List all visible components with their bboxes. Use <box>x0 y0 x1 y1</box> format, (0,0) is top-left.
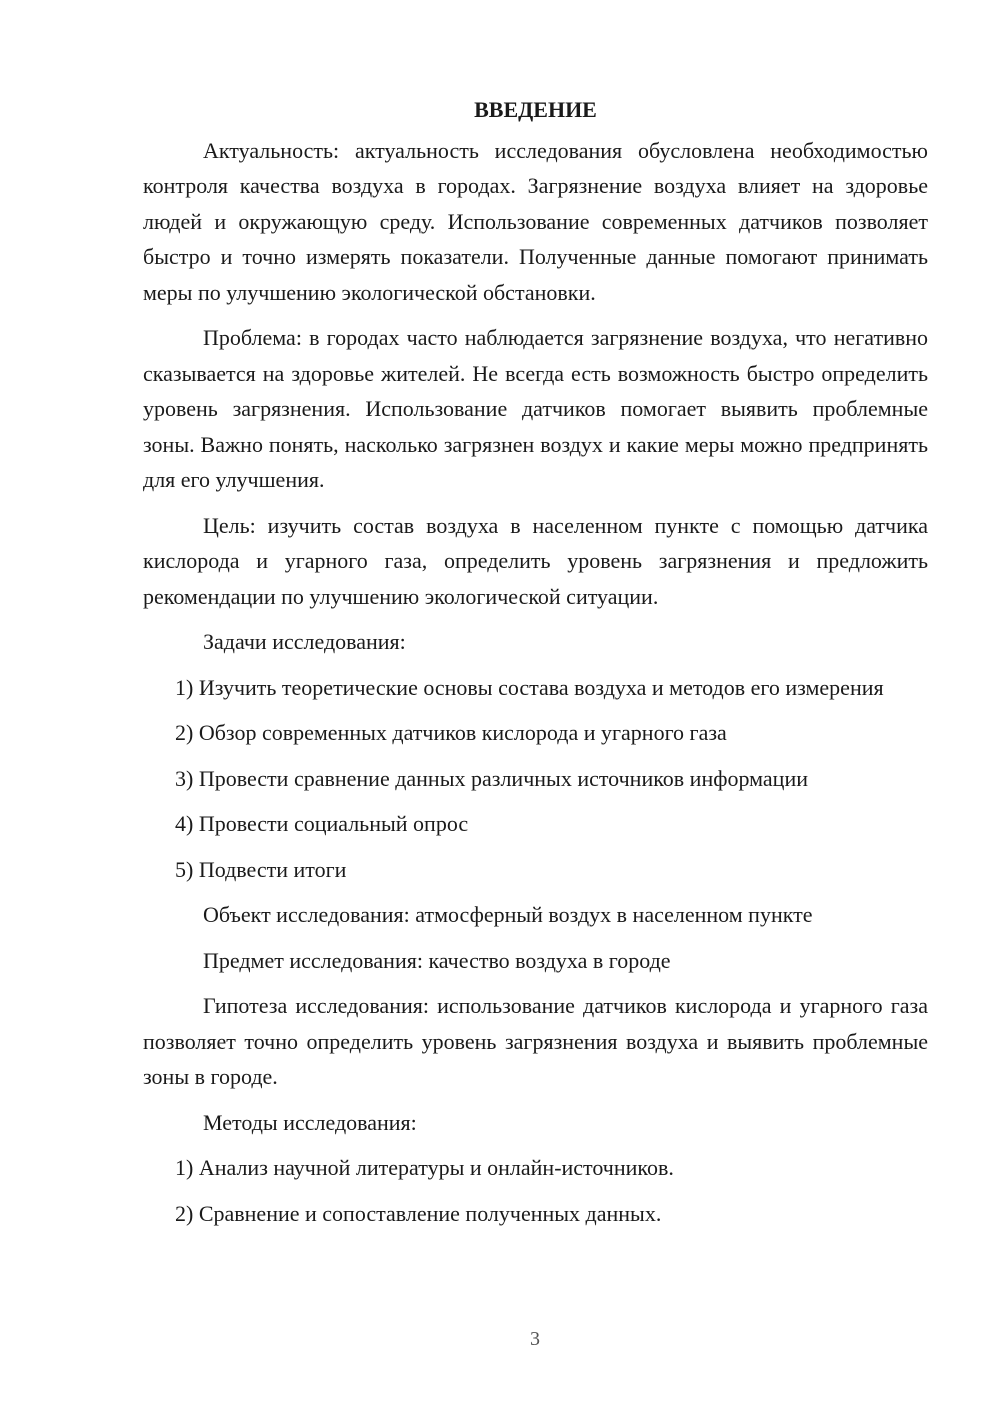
method-item-1: 1) Анализ научной литературы и онлайн-источников. <box>175 1155 674 1180</box>
task-item-3: 3) Провести сравнение данных различных источников информации <box>175 765 809 791</box>
page-number: 3 <box>530 1328 540 1350</box>
hypothesis-paragraph: Гипотеза исследования: использование датчиков кислорода и угарного газа позволяет точно определить уровень загрязнения воздуха и выявить проблемные зоны в городе. <box>143 993 928 1089</box>
tasks-heading: Задачи исследования: <box>203 629 406 654</box>
task-item-2: 2) Обзор современных датчиков кислорода и угарного газа <box>175 720 727 745</box>
subject-paragraph: Предмет исследования: качество воздуха в городе <box>203 947 671 973</box>
page-content <box>143 92 928 1241</box>
task-item-5: 5) Подвести итоги <box>175 856 347 882</box>
goal-paragraph: Цель: изучить состав воздуха в населенном пункте с помощью датчика кислорода и угарного газа, определить уровень загрязнения и предложить рекомендации по улучшению экологической ситуации. <box>143 512 928 609</box>
problem-paragraph: Проблема: в городах часто наблюдается загрязнение воздуха, что негативно сказывается на здоровье жителей. Не всегда есть возможность быстро определить уровень загрязнения. Использование датчиков помогает выявить проблемные зоны. Важно понять, насколько загрязнен воздух и какие меры можно предпринять для его улучшения. <box>143 325 928 492</box>
relevance-paragraph: Актуальность: актуальность исследования обусловлена необходимостью контроля качества воздуха в городах. Загрязнение воздуха влияет на здоровье людей и окружающую среду. Использование современных датчиков позволяет быстро и точно измерять показатели. Полученные данные помогают принимать меры по улучшению экологической обстановки. <box>143 137 928 305</box>
method-item-2: 2) Сравнение и сопоставление полученных данных. <box>175 1200 662 1226</box>
section-heading: ВВЕДЕНИЕ <box>474 97 597 122</box>
object-paragraph: Объект исследования: атмосферный воздух в населенном пункте <box>203 902 813 927</box>
task-item-1: 1) Изучить теоретические основы состава воздуха и методов его измерения <box>175 674 884 700</box>
task-item-4: 4) Провести социальный опрос <box>175 811 469 836</box>
methods-heading: Методы исследования: <box>203 1109 417 1135</box>
